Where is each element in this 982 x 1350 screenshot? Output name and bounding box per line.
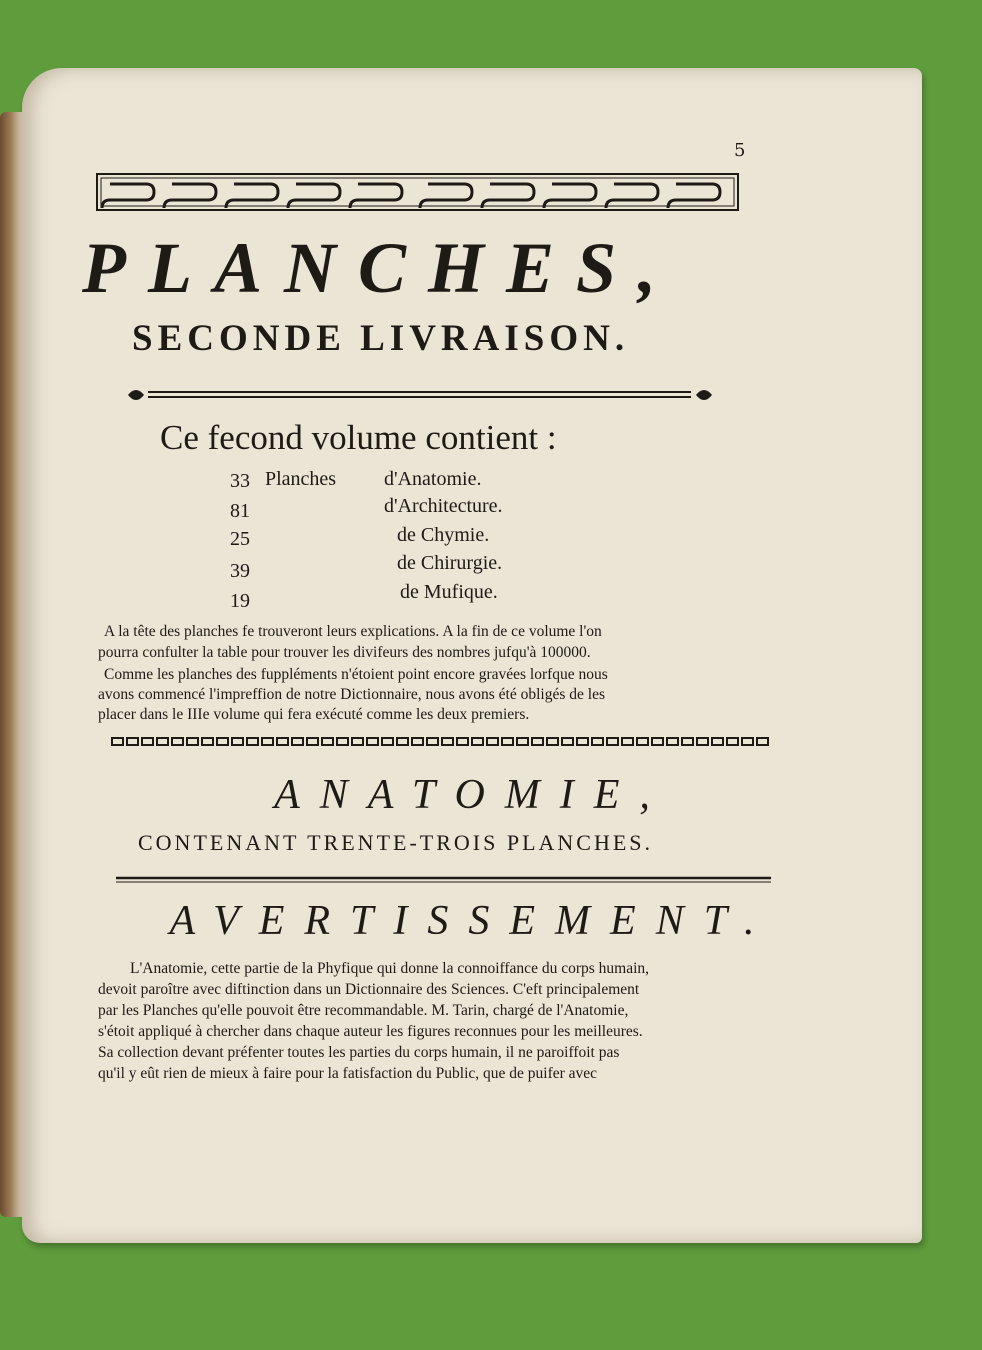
ornamental-rule-icon [126,384,716,406]
intro-line: A la tête des planches fe trouveront leurs explications. A la fin de ce volume l'on [104,623,602,640]
intro-line: pourra confulter la table pour trouver les divifeurs des nombres jufqu'à 100000. [98,644,591,661]
plate-subject: de Mufique. [400,581,498,603]
notice-line: devoit paroître avec diftinction dans un Dictionnaire des Sciences. C'eft principalement [98,981,640,998]
intro-line: placer dans le IIIe volume qui fera exécuté comme les deux premiers. [98,706,530,723]
notice-line: qu'il y eût rien de mieux à faire pour la fatisfaction du Public, que de puifer avec [98,1065,598,1082]
plate-count: 19 [230,590,250,612]
plate-subject: de Chirurgie. [397,552,503,574]
notice-line: L'Anatomie, cette partie de la Phyfique qui donne la connoiffance du corps humain, [130,960,650,977]
book-page [22,68,922,1243]
subtitle: SECONDE LIVRAISON. [132,318,630,359]
plate-count: 39 [230,560,250,582]
section-subtitle: CONTENANT TRENTE-TROIS PLANCHES. [138,830,654,855]
plate-count: 81 [230,500,250,522]
contents-heading: Ce fecond volume contient : [160,418,557,457]
intro-line: avons commencé l'impreffion de notre Dictionnaire, nous avons été obligés de les [98,686,605,703]
chain-ornament-icon [96,170,739,214]
notice-line: Sa collection devant préfenter toutes les parties du corps humain, il ne paroiffoit pas [98,1044,620,1061]
section-title: ANATOMIE, [274,772,670,818]
intro-line: Comme les planches des fuppléments n'étoient point encore gravées lorfque nous [104,666,608,683]
double-rule-icon [116,876,771,884]
page-number: 5 [734,140,746,161]
notice-title: AVERTISSEMENT. [169,898,775,944]
notice-line: s'étoit appliqué à chercher dans chaque auteur les figures reconnues pour les meilleures. [98,1023,643,1040]
plate-subject: de Chymie. [397,524,490,546]
plate-count: 33 [230,470,250,492]
dashed-ornament-rule-icon [102,734,782,750]
main-title: PLANCHES, [82,228,679,308]
plate-subject: d'Anatomie. [384,468,482,490]
plate-subject: d'Architecture. [384,495,503,517]
plates-label: Planches [265,468,337,490]
plate-count: 25 [230,528,250,550]
notice-line: par les Planches qu'elle pouvoit être recommandable. M. Tarin, chargé de l'Anatomie, [98,1002,629,1019]
